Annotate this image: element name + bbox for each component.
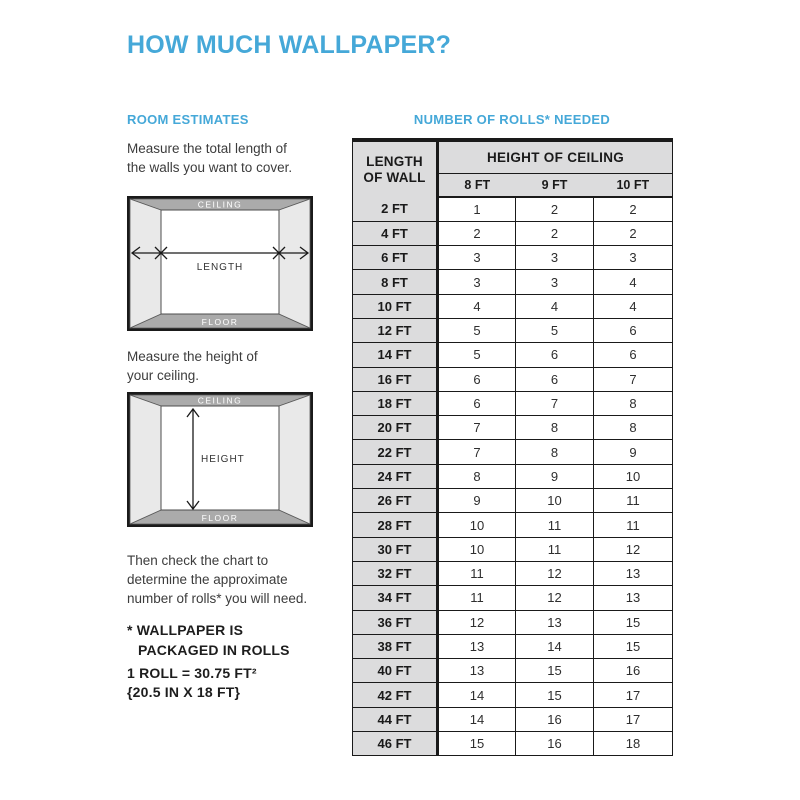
rolls-value-cell: 11: [516, 513, 594, 537]
roll-size-info: [127, 664, 257, 702]
rolls-value-cell: 8: [594, 416, 673, 440]
footnote-line2: PACKAGED IN ROLLS: [138, 642, 290, 658]
wall-length-cell: 36 FT: [353, 610, 438, 634]
rolls-value-cell: 3: [594, 246, 673, 270]
rolls-value-cell: 6: [594, 318, 673, 342]
wall-length-cell: 6 FT: [353, 246, 438, 270]
rolls-value-cell: 11: [438, 561, 516, 585]
rolls-value-cell: 12: [438, 610, 516, 634]
rolls-value-cell: 5: [438, 343, 516, 367]
rolls-value-cell: 14: [438, 707, 516, 731]
rolls-value-cell: 9: [516, 464, 594, 488]
rolls-value-cell: 10: [438, 513, 516, 537]
wall-length-cell: 28 FT: [353, 513, 438, 537]
length-of-wall-header: [353, 140, 438, 197]
step2-instruction: [127, 347, 258, 385]
ceiling-label: CEILING: [197, 395, 243, 406]
rolls-value-cell: 15: [594, 634, 673, 658]
table-row: [353, 464, 673, 488]
rolls-value-cell: 13: [516, 610, 594, 634]
length-header-line1: LENGTH: [366, 153, 423, 169]
rolls-value-cell: 11: [516, 537, 594, 561]
rolls-table-body: [353, 197, 673, 756]
step1-line1: Measure the total length of: [127, 141, 287, 156]
room-estimates-heading: ROOM ESTIMATES: [127, 112, 249, 127]
rolls-value-cell: 12: [594, 537, 673, 561]
page-title: HOW MUCH WALLPAPER?: [127, 31, 452, 59]
rolls-value-cell: 11: [594, 489, 673, 513]
wall-length-cell: 12 FT: [353, 318, 438, 342]
step2-line2: your ceiling.: [127, 368, 200, 383]
rolls-value-cell: 4: [594, 270, 673, 294]
wall-length-cell: 24 FT: [353, 464, 438, 488]
col-header-9ft: 9 FT: [516, 173, 594, 197]
height-label: HEIGHT: [201, 454, 245, 465]
wall-length-cell: 22 FT: [353, 440, 438, 464]
wall-length-cell: 46 FT: [353, 732, 438, 756]
rolls-value-cell: 6: [438, 391, 516, 415]
rolls-needed-heading: NUMBER OF ROLLS* NEEDED: [413, 112, 611, 127]
rolls-value-cell: 8: [516, 416, 594, 440]
rolls-value-cell: 2: [594, 197, 673, 221]
table-row: [353, 537, 673, 561]
rolls-value-cell: 6: [516, 367, 594, 391]
rolls-value-cell: 7: [516, 391, 594, 415]
ceiling-label: CEILING: [197, 199, 243, 210]
table-row: [353, 294, 673, 318]
table-row: [353, 561, 673, 585]
rolls-value-cell: 6: [438, 367, 516, 391]
rolls-value-cell: 5: [516, 318, 594, 342]
rolls-value-cell: 14: [516, 634, 594, 658]
table-row: [353, 318, 673, 342]
roll-dimensions: {20.5 IN X 18 FT}: [127, 684, 241, 700]
table-row: [353, 707, 673, 731]
rolls-value-cell: 11: [594, 513, 673, 537]
table-row: [353, 659, 673, 683]
rolls-value-cell: 14: [438, 683, 516, 707]
rolls-value-cell: 7: [594, 367, 673, 391]
step1-instruction: [127, 139, 292, 177]
rolls-value-cell: 3: [438, 270, 516, 294]
rolls-value-cell: 16: [594, 659, 673, 683]
table-row: [353, 367, 673, 391]
rolls-value-cell: 15: [594, 610, 673, 634]
rolls-value-cell: 2: [516, 221, 594, 245]
col-header-10ft: 10 FT: [594, 173, 673, 197]
wall-length-cell: 4 FT: [353, 221, 438, 245]
rolls-value-cell: 10: [594, 464, 673, 488]
left-wall: [130, 395, 161, 524]
rolls-value-cell: 8: [516, 440, 594, 464]
rolls-value-cell: 13: [594, 586, 673, 610]
rolls-value-cell: 9: [594, 440, 673, 464]
step3-instruction: [127, 551, 307, 608]
wall-length-cell: 18 FT: [353, 391, 438, 415]
table-row: [353, 391, 673, 415]
rolls-value-cell: 4: [516, 294, 594, 318]
wall-length-cell: 40 FT: [353, 659, 438, 683]
rolls-value-cell: 2: [594, 221, 673, 245]
rolls-value-cell: 16: [516, 707, 594, 731]
room-length-diagram: [127, 196, 313, 331]
table-row: [353, 586, 673, 610]
step3-line1: Then check the chart to: [127, 553, 269, 568]
floor-label: FLOOR: [201, 317, 239, 327]
rolls-table: [352, 138, 673, 756]
left-wall: [130, 199, 161, 328]
rolls-value-cell: 3: [516, 270, 594, 294]
wall-length-cell: 44 FT: [353, 707, 438, 731]
rolls-value-cell: 5: [438, 318, 516, 342]
wall-length-cell: 42 FT: [353, 683, 438, 707]
wall-length-cell: 30 FT: [353, 537, 438, 561]
rolls-value-cell: 10: [516, 489, 594, 513]
height-of-ceiling-header: HEIGHT OF CEILING: [438, 140, 673, 173]
rolls-value-cell: 13: [594, 561, 673, 585]
table-row: [353, 440, 673, 464]
rolls-value-cell: 15: [438, 732, 516, 756]
rolls-table-container: [352, 138, 673, 756]
rolls-value-cell: 8: [594, 391, 673, 415]
rolls-value-cell: 15: [516, 683, 594, 707]
rolls-value-cell: 16: [516, 732, 594, 756]
rolls-value-cell: 15: [516, 659, 594, 683]
wall-length-cell: 8 FT: [353, 270, 438, 294]
wall-length-cell: 32 FT: [353, 561, 438, 585]
rolls-value-cell: 13: [438, 659, 516, 683]
right-wall: [279, 395, 310, 524]
wall-length-cell: 38 FT: [353, 634, 438, 658]
table-row: [353, 221, 673, 245]
rolls-value-cell: 13: [438, 634, 516, 658]
rolls-value-cell: 10: [438, 537, 516, 561]
table-row: [353, 416, 673, 440]
table-row: [353, 489, 673, 513]
rolls-value-cell: 7: [438, 416, 516, 440]
table-row: [353, 634, 673, 658]
rolls-value-cell: 6: [516, 343, 594, 367]
rolls-value-cell: 9: [438, 489, 516, 513]
wall-length-cell: 20 FT: [353, 416, 438, 440]
footnote-line1: * WALLPAPER IS: [127, 622, 244, 638]
wall-length-cell: 34 FT: [353, 586, 438, 610]
table-row: [353, 683, 673, 707]
wall-length-cell: 16 FT: [353, 367, 438, 391]
table-row: [353, 246, 673, 270]
table-row: [353, 343, 673, 367]
step1-line2: the walls you want to cover.: [127, 160, 293, 175]
step3-line2: determine the approximate: [127, 572, 288, 587]
wall-length-cell: 26 FT: [353, 489, 438, 513]
length-header-line2: OF WALL: [363, 169, 426, 185]
wallpaper-footnote: [127, 620, 290, 660]
rolls-value-cell: 1: [438, 197, 516, 221]
wall-length-cell: 2 FT: [353, 197, 438, 221]
rolls-value-cell: 7: [438, 440, 516, 464]
room-height-diagram: [127, 392, 313, 527]
step3-line3: number of rolls* you will need.: [127, 591, 308, 606]
rolls-value-cell: 8: [438, 464, 516, 488]
table-row: [353, 270, 673, 294]
rolls-value-cell: 3: [438, 246, 516, 270]
rolls-value-cell: 4: [438, 294, 516, 318]
rolls-value-cell: 17: [594, 707, 673, 731]
floor-label: FLOOR: [201, 513, 239, 523]
wall-length-cell: 10 FT: [353, 294, 438, 318]
rolls-value-cell: 12: [516, 561, 594, 585]
col-header-8ft: 8 FT: [438, 173, 516, 197]
step2-line1: Measure the height of: [127, 349, 258, 364]
rolls-value-cell: 2: [438, 221, 516, 245]
rolls-value-cell: 4: [594, 294, 673, 318]
table-row: [353, 513, 673, 537]
table-row: [353, 197, 673, 221]
table-row: [353, 610, 673, 634]
rolls-value-cell: 11: [438, 586, 516, 610]
rolls-value-cell: 2: [516, 197, 594, 221]
wall-length-cell: 14 FT: [353, 343, 438, 367]
rolls-value-cell: 12: [516, 586, 594, 610]
right-wall: [279, 199, 310, 328]
length-label: LENGTH: [196, 262, 244, 273]
rolls-value-cell: 3: [516, 246, 594, 270]
rolls-value-cell: 17: [594, 683, 673, 707]
roll-equation: 1 ROLL = 30.75 FT²: [127, 665, 257, 681]
rolls-value-cell: 18: [594, 732, 673, 756]
table-row: [353, 732, 673, 756]
rolls-value-cell: 6: [594, 343, 673, 367]
